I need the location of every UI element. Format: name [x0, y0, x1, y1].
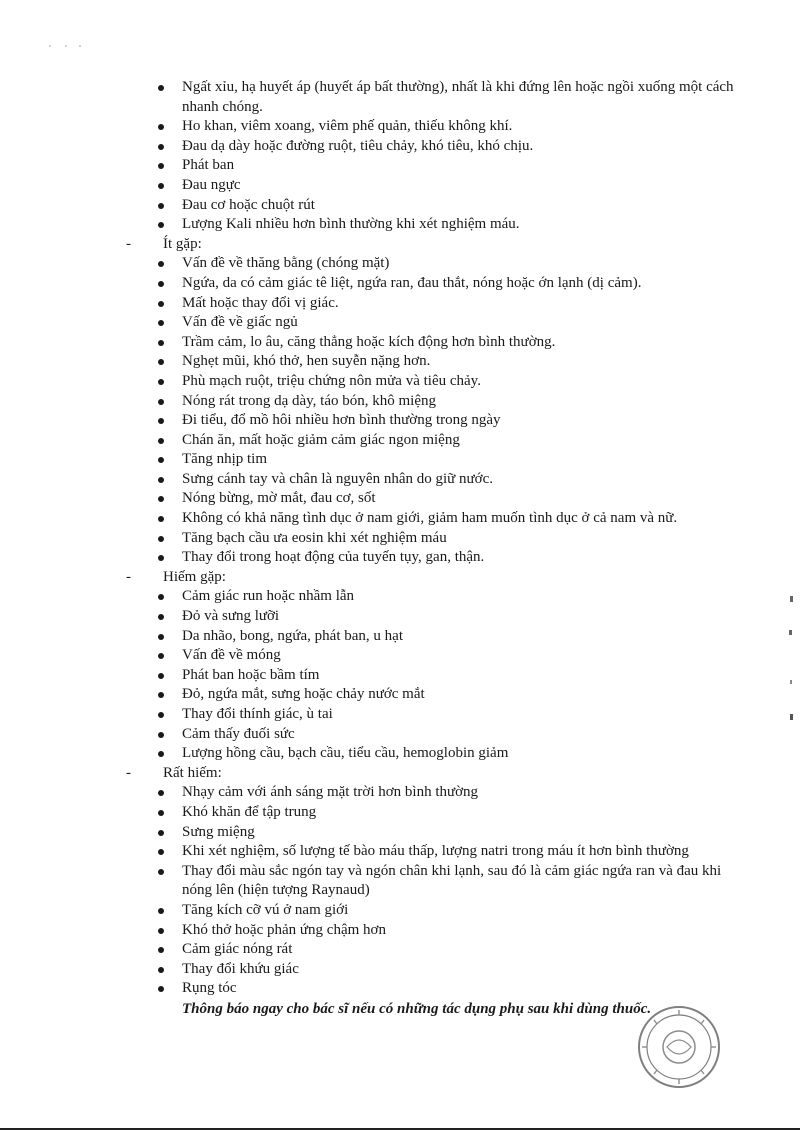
side-effect-item: [0, 646, 800, 666]
bullet-icon: [158, 359, 164, 365]
side-effect-text: Đau ngực: [182, 176, 241, 193]
side-effect-item: [0, 921, 800, 941]
side-effect-text: Cảm giác nóng rát: [182, 941, 293, 958]
side-effect-item: [0, 470, 800, 490]
bullet-icon: [158, 457, 164, 463]
side-effect-item: [0, 940, 800, 960]
side-effect-text: Lượng hồng cầu, bạch cầu, tiểu cầu, hemoglobin giảm: [182, 745, 509, 762]
side-effect-item: [0, 862, 800, 901]
side-effect-item: [0, 215, 800, 235]
dash-icon: -: [126, 764, 131, 781]
bullet-icon: [158, 85, 164, 91]
side-effect-item: [0, 607, 800, 627]
side-effect-item: [0, 744, 800, 764]
side-effect-item: [0, 294, 800, 314]
side-effect-text: Vấn đề về móng: [182, 647, 281, 664]
side-effect-item: [0, 587, 800, 607]
side-effect-item: [0, 431, 800, 451]
side-effects-content: [0, 78, 800, 1019]
side-effect-item: [0, 979, 800, 999]
bullet-icon: [158, 790, 164, 796]
side-effect-text: Đi tiểu, đổ mồ hôi nhiều hơn bình thường trong ngày: [182, 412, 501, 429]
side-effect-text: Nhạy cảm với ánh sáng mặt trời hơn bình thường: [182, 784, 479, 801]
side-effect-item: [0, 254, 800, 274]
bullet-icon: [158, 203, 164, 209]
side-effect-text: Ngất xỉu, hạ huyết áp (huyết áp bất thường), nhất là khi đứng lên hoặc ngồi xuống một cách nhanh chóng.: [182, 79, 734, 115]
bullet-icon: [158, 477, 164, 483]
notice-text: Thông báo ngay cho bác sĩ nếu có những tác dụng phụ sau khi dùng thuốc.: [182, 1000, 652, 1017]
bullet-icon: [158, 281, 164, 287]
side-effect-text: Nóng bừng, mờ mắt, đau cơ, sốt: [182, 490, 376, 507]
bullet-icon: [158, 320, 164, 326]
bullet-icon: [158, 163, 164, 169]
bullet-icon: [158, 261, 164, 267]
side-effect-text: Thay đổi thính giác, ù tai: [182, 706, 333, 722]
side-effect-item: [0, 842, 800, 862]
bullet-icon: [158, 986, 164, 992]
side-effect-text: Khi xét nghiệm, số lượng tế bào máu thấp, lượng natri trong máu ít hơn bình thường: [182, 843, 689, 860]
side-effect-item: [0, 274, 800, 294]
page-bottom-rule: [0, 1128, 800, 1130]
side-effect-text: Thay đổi khứu giác: [182, 960, 299, 977]
side-effect-text: Cảm giác run hoặc nhầm lẫn: [182, 588, 355, 605]
side-effect-text: Ngứa, da có cảm giác tê liệt, ngứa ran, đau thắt, nóng hoặc ớn lạnh (dị cảm).: [182, 274, 642, 291]
bullet-icon: [158, 496, 164, 502]
side-effect-item: [0, 725, 800, 745]
side-effect-text: Lượng Kali nhiều hơn bình thường khi xét nghiệm máu.: [182, 216, 520, 233]
side-effect-text: Khó thở hoặc phản ứng chậm hơn: [182, 921, 386, 938]
side-effect-item: [0, 78, 800, 117]
frequency-group-list: [0, 587, 800, 763]
side-effect-text: Da nhão, bong, ngứa, phát ban, u hạt: [182, 627, 403, 644]
side-effect-text: Thay đổi màu sắc ngón tay và ngón chân khi lạnh, sau đó là cảm giác ngứa ran và đau khi nóng lên (hiện tượng Raynaud): [182, 862, 722, 899]
side-effect-text: Ho khan, viêm xoang, viêm phế quản, thiếu không khí.: [182, 118, 513, 135]
side-effect-text: Nghẹt mũi, khó thở, hen suyễn nặng hơn.: [182, 353, 431, 370]
bullet-icon: [158, 830, 164, 836]
bullet-icon: [158, 928, 164, 934]
side-effect-item: [0, 783, 800, 803]
side-effect-text: Đau dạ dày hoặc đường ruột, tiêu chảy, khó tiêu, khó chịu.: [182, 137, 534, 154]
side-effect-item: [0, 411, 800, 431]
side-effect-item: [0, 685, 800, 705]
bullet-icon: [158, 634, 164, 640]
frequency-group-list: [0, 783, 800, 999]
side-effect-item: [0, 450, 800, 470]
bullet-icon: [158, 908, 164, 914]
side-effect-item: [0, 156, 800, 176]
bullet-icon: [158, 340, 164, 346]
side-effect-item: [0, 489, 800, 509]
side-effect-text: Đỏ và sưng lưỡi: [182, 608, 280, 625]
bullet-icon: [158, 183, 164, 189]
frequency-label: Rất hiếm:: [163, 764, 222, 781]
bullet-icon: [158, 516, 164, 522]
bullet-icon: [158, 692, 164, 698]
bullet-icon: [158, 810, 164, 816]
side-effect-text: Đau cơ hoặc chuột rút: [182, 196, 315, 213]
scan-edge-marks: [786, 596, 796, 736]
bullet-icon: [158, 379, 164, 385]
dash-icon: -: [126, 568, 131, 585]
bullet-icon: [158, 399, 164, 405]
side-effect-item: [0, 313, 800, 333]
bullet-icon: [158, 536, 164, 542]
bullet-icon: [158, 594, 164, 600]
bullet-icon: [158, 712, 164, 718]
bullet-icon: [158, 144, 164, 150]
side-effect-item: [0, 705, 800, 725]
bullet-icon: [158, 555, 164, 561]
bullet-icon: [158, 418, 164, 424]
side-effect-text: Đỏ, ngứa mắt, sưng hoặc chảy nước mắt: [182, 686, 425, 703]
frequency-label: Hiếm gặp:: [163, 568, 226, 585]
side-effect-item: [0, 529, 800, 549]
side-effect-text: Sưng cánh tay và chân là nguyên nhân do giữ nước.: [182, 470, 493, 487]
frequency-groups: [0, 235, 800, 999]
bullet-icon: [158, 673, 164, 679]
dash-icon: -: [126, 235, 131, 252]
frequency-group-list: [0, 254, 800, 568]
side-effect-text: Khó khăn để tập trung: [182, 803, 317, 820]
bullet-icon: [158, 438, 164, 444]
frequency-heading: [0, 568, 800, 588]
side-effect-text: Vấn đề về giấc ngủ: [182, 314, 298, 331]
side-effect-item: [0, 117, 800, 137]
side-effect-item: [0, 960, 800, 980]
side-effect-text: Vấn đề về thăng bằng (chóng mặt): [182, 255, 390, 272]
side-effect-item: [0, 176, 800, 196]
side-effect-item: [0, 352, 800, 372]
side-effect-text: Nóng rát trong dạ dày, táo bón, khô miệng: [182, 392, 436, 409]
side-effect-text: Cảm thấy đuối sức: [182, 725, 295, 742]
side-effect-text: Rụng tóc: [182, 980, 237, 997]
bullet-icon: [158, 751, 164, 757]
side-effect-text: Phát ban hoặc bầm tím: [182, 666, 320, 683]
bullet-icon: [158, 849, 164, 855]
bullet-icon: [158, 947, 164, 953]
bullet-icon: [158, 967, 164, 973]
side-effect-item: [0, 196, 800, 216]
side-effect-text: Thay đổi trong hoạt động của tuyến tụy, gan, thận.: [182, 549, 485, 566]
bullet-icon: [158, 301, 164, 307]
scan-corner-marks: [46, 36, 86, 42]
side-effect-item: [0, 137, 800, 157]
side-effect-item: [0, 372, 800, 392]
side-effect-text: Mất hoặc thay đổi vị giác.: [182, 294, 339, 311]
bullet-icon: [158, 869, 164, 875]
side-effect-text: Không có khả năng tình dục ở nam giới, giảm ham muốn tình dục ở cả nam và nữ.: [182, 510, 678, 527]
side-effect-item: [0, 509, 800, 529]
side-effect-text: Phát ban: [182, 157, 235, 174]
side-effect-item: [0, 627, 800, 647]
side-effect-item: [0, 548, 800, 568]
side-effect-item: [0, 803, 800, 823]
frequency-heading: [0, 764, 800, 784]
side-effect-text: Tăng nhịp tim: [182, 451, 267, 468]
side-effect-item: [0, 333, 800, 353]
side-effect-item: [0, 823, 800, 843]
bullet-icon: [158, 653, 164, 659]
official-stamp-icon: [634, 1002, 724, 1092]
side-effect-text: Phù mạch ruột, triệu chứng nôn mửa và tiêu chảy.: [182, 372, 481, 389]
side-effect-item: [0, 666, 800, 686]
side-effect-item: [0, 392, 800, 412]
side-effect-text: Sưng miệng: [182, 823, 255, 840]
side-effect-text: Trầm cảm, lo âu, căng thẳng hoặc kích động hơn bình thường.: [182, 333, 556, 350]
side-effect-text: Tăng bạch cầu ưa eosin khi xét nghiệm máu: [182, 529, 447, 546]
common-effects-list: [0, 78, 800, 235]
side-effect-item: [0, 901, 800, 921]
bullet-icon: [158, 124, 164, 130]
frequency-label: Ít gặp:: [163, 235, 202, 252]
side-effect-text: Chán ăn, mất hoặc giảm cảm giác ngon miệng: [182, 431, 460, 448]
bullet-icon: [158, 732, 164, 738]
bullet-icon: [158, 222, 164, 228]
side-effect-text: Tăng kích cỡ vú ở nam giới: [182, 901, 349, 918]
frequency-heading: [0, 235, 800, 255]
bullet-icon: [158, 614, 164, 620]
